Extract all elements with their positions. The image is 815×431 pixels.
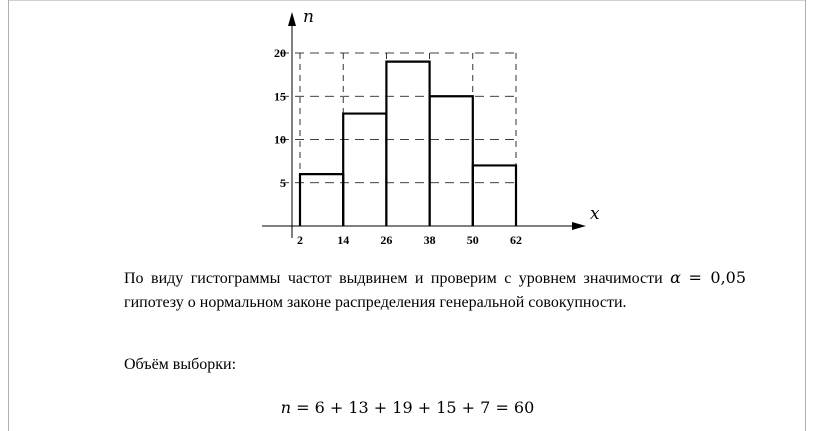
histogram-bar bbox=[300, 174, 343, 226]
x-tick-label: 50 bbox=[466, 233, 479, 247]
x-tick-label: 26 bbox=[380, 233, 393, 247]
y-tick-label: 15 bbox=[274, 89, 286, 104]
sample-size-heading: Объём выборки: bbox=[124, 356, 237, 373]
x-axis-arrow-icon bbox=[572, 222, 586, 230]
y-axis-label: n bbox=[303, 7, 314, 27]
x-tick-label: 14 bbox=[337, 233, 350, 247]
x-tick-label: 62 bbox=[510, 233, 522, 247]
histogram-bar bbox=[473, 165, 516, 226]
histogram-bars bbox=[300, 62, 516, 226]
formula-variable: n bbox=[280, 398, 292, 417]
y-tick-label: 5 bbox=[280, 175, 286, 190]
sample-size-formula bbox=[0, 398, 815, 417]
x-tick-label: 38 bbox=[423, 233, 436, 247]
alpha-symbol: α bbox=[670, 268, 681, 287]
x-axis-label: x bbox=[590, 204, 600, 224]
x-tick-label: 2 bbox=[297, 233, 303, 247]
grid-lines bbox=[280, 53, 516, 226]
y-tick-label: 20 bbox=[274, 46, 286, 60]
histogram-bar bbox=[430, 96, 473, 226]
y-axis-arrow-icon bbox=[288, 12, 296, 26]
x-tick-labels bbox=[297, 233, 522, 247]
paragraph-text-end: гипотезу о нормальном законе распределения генеральной совокупности. bbox=[124, 294, 627, 311]
y-tick-label: 10 bbox=[274, 132, 286, 147]
y-tick-labels bbox=[274, 46, 286, 190]
axes bbox=[262, 12, 586, 238]
histogram-bar bbox=[343, 114, 386, 226]
formula-expression: = 6 + 13 + 19 + 15 + 7 = 60 bbox=[296, 398, 535, 417]
paragraph-text-start: По виду гистограммы частот выдвинем и проверим с уровнем значимости bbox=[124, 270, 663, 287]
hypothesis-paragraph bbox=[124, 266, 746, 315]
alpha-value: = 0,05 bbox=[688, 268, 747, 287]
histogram-bar bbox=[386, 62, 429, 226]
